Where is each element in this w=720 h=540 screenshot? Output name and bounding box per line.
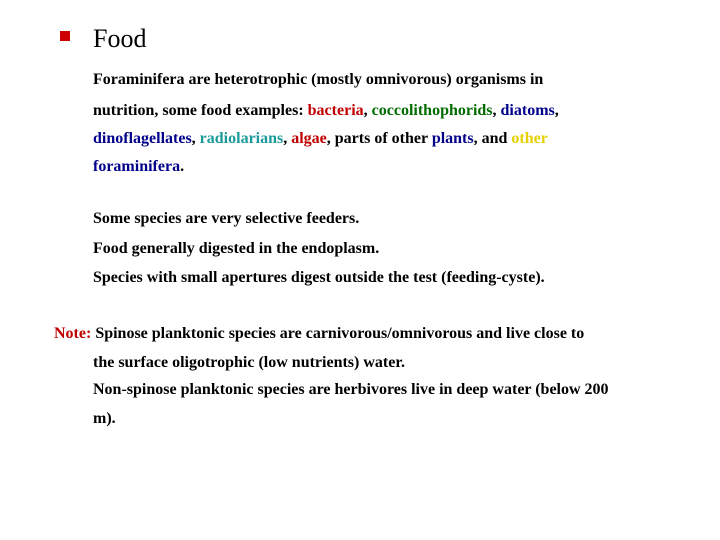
note-line3: Non-spinose planktonic species are herbivores live in deep water (below 200 [93, 381, 609, 398]
term-plants: plants [431, 130, 474, 147]
note-line2: the surface oligotrophic (low nutrients) water. [93, 354, 405, 371]
text-segment: , and [473, 130, 512, 147]
paragraph2-line2: Food generally digested in the endoplasm. [93, 240, 380, 257]
slide-title: Food [93, 24, 147, 53]
paragraph1-line4 [93, 157, 184, 177]
paragraph1-line1: Foraminifera are heterotrophic (mostly omnivorous) organisms in [93, 71, 544, 88]
period: . [180, 158, 185, 175]
note-line4: m). [93, 410, 116, 427]
term-algae: algae [291, 130, 327, 147]
note-line1 [54, 324, 584, 344]
paragraph2-line1: Some species are very selective feeders. [93, 210, 360, 227]
term-coccolithophorids: coccolithophorids [371, 102, 493, 119]
separator: , [554, 102, 559, 119]
paragraph1-line2 [93, 101, 559, 121]
separator: , [492, 102, 501, 119]
separator: , [283, 130, 292, 147]
term-other: other [511, 130, 548, 147]
term-radiolarians: radiolarians [199, 130, 284, 147]
term-diatoms: diatoms [500, 102, 555, 119]
square-bullet-icon [60, 31, 70, 41]
note-label: Note: [54, 325, 92, 342]
paragraph2-line3: Species with small apertures digest outside the test (feeding-cyste). [93, 269, 545, 286]
separator: , [363, 102, 372, 119]
text-segment: , parts of other [326, 130, 432, 147]
term-foraminifera: foraminifera [93, 158, 181, 175]
term-bacteria: bacteria [307, 102, 364, 119]
separator: , [191, 130, 200, 147]
text-segment: nutrition, some food examples: [93, 102, 308, 119]
note-text: Spinose planktonic species are carnivorous/omnivorous and live close to [91, 325, 585, 342]
paragraph1-line3 [93, 129, 548, 149]
term-dinoflagellates: dinoflagellates [93, 130, 192, 147]
